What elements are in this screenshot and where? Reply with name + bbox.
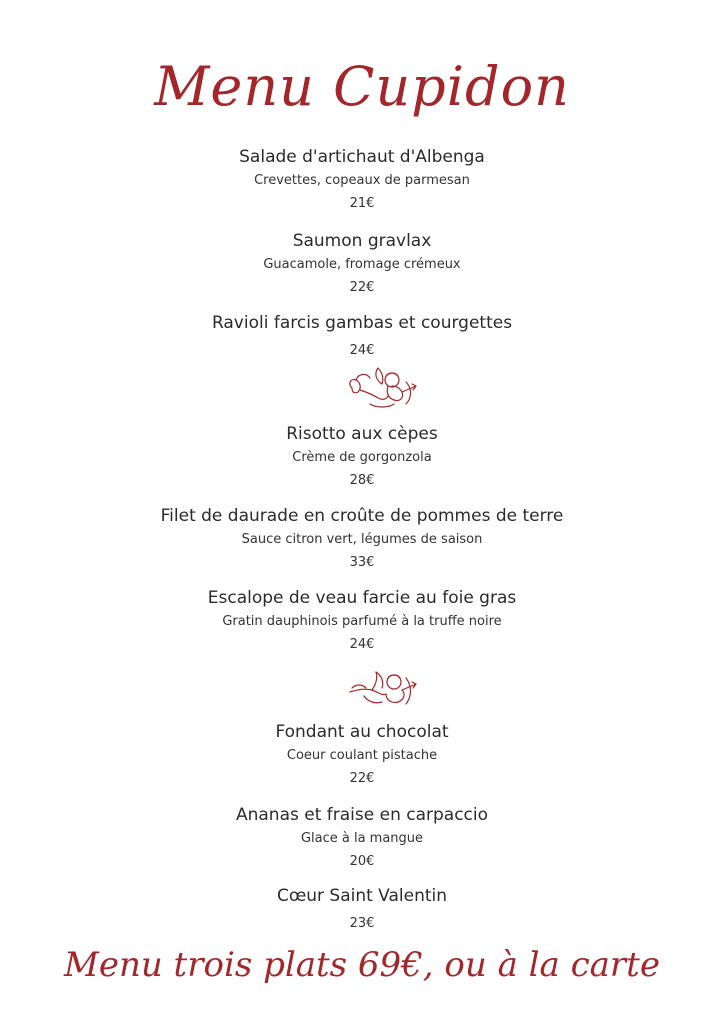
dish-item [0,505,724,572]
dish-name: Risotto aux cèpes [286,424,438,444]
dish-description: Coeur coulant pistache [286,748,438,763]
cupid-icon [342,664,422,714]
dish-name: Salade d'artichaut d'Albenga [239,147,485,167]
dish-name: Ravioli farcis gambas et courgettes [211,313,513,333]
dish-item [0,885,724,933]
dish-item [0,312,724,360]
dish-price: 24€ [349,343,375,358]
dish-name: Escalope de veau farcie au foie gras [207,588,517,608]
dish-name: Fondant au chocolat [275,722,449,742]
dish-description: Crème de gorgonzola [292,450,432,465]
menu-footer: Menu trois plats 69€, ou à la carte [64,945,660,985]
dish-description: Crevettes, copeaux de parmesan [254,173,470,188]
dish-description: Gratin dauphinois parfumé à la truffe noire [222,614,502,629]
dish-description: Glace à la mangue [300,831,424,846]
dish-name: Cœur Saint Valentin [276,886,448,906]
dish-price: 33€ [349,555,375,570]
dish-price: 24€ [349,637,375,652]
menu-title: Menu Cupidon [154,55,570,118]
dish-name: Ananas et fraise en carpaccio [235,805,489,825]
dish-price: 22€ [349,771,375,786]
dish-price: 23€ [349,916,375,931]
dish-description: Sauce citron vert, légumes de saison [241,532,483,547]
dish-price: 21€ [349,196,375,211]
dish-price: 22€ [349,280,375,295]
dish-price: 20€ [349,854,375,869]
dish-item [0,423,724,490]
dish-item [0,587,724,654]
dish-price: 28€ [349,473,375,488]
dish-item [0,230,724,297]
dish-name: Filet de daurade en croûte de pommes de terre [160,506,564,526]
dish-item [0,804,724,871]
dish-description: Guacamole, fromage crémeux [263,257,461,272]
dish-item [0,721,724,788]
dish-item [0,146,724,213]
dish-name: Saumon gravlax [292,231,432,251]
cupid-icon [342,364,422,414]
